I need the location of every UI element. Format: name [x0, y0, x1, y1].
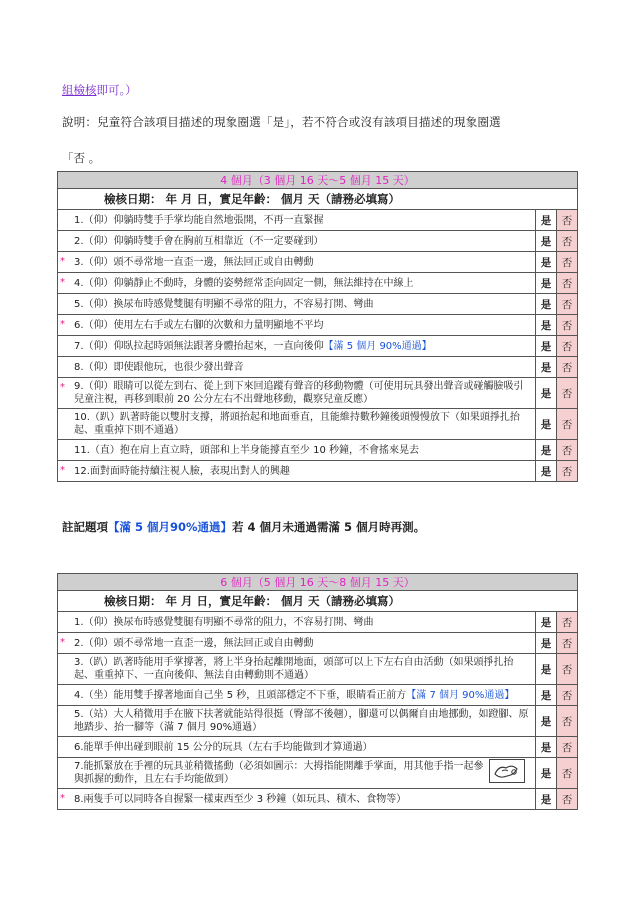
section-header: 4 個月（3 個月 16 天～5 個月 15 天）: [58, 172, 578, 189]
item-text: [58, 440, 536, 461]
checklist-row: [58, 378, 578, 409]
item-description: 7.（仰）仰臥拉起時頭無法跟著身體抬起來，一直向後仰: [74, 340, 324, 352]
item-description: 3.（趴）趴著時能用手掌撐著，將上半身抬起離開地面，頭部可以上下左右自由活動（如果頭掙扎抬起、重重掉下、一直向後仰、無法自由轉動則不通過）: [74, 657, 514, 681]
item-text: [58, 273, 536, 294]
yes-option[interactable]: 是: [536, 633, 557, 654]
no-option[interactable]: 否: [557, 252, 578, 273]
no-option[interactable]: 否: [557, 294, 578, 315]
no-option[interactable]: 否: [557, 440, 578, 461]
star-marker: *: [60, 319, 65, 330]
item-description: 6.（仰）使用左右手或左右腳的次數和力量明顯地不平均: [74, 319, 324, 331]
instructions-cont: 「否 。: [62, 151, 101, 165]
yes-option[interactable]: 是: [536, 758, 557, 789]
star-marker: *: [60, 382, 65, 393]
top-note: [62, 82, 137, 98]
no-option[interactable]: 否: [557, 315, 578, 336]
yes-option[interactable]: 是: [536, 685, 557, 706]
checklist-row: [58, 440, 578, 461]
checklist-row: [58, 252, 578, 273]
yes-option[interactable]: 是: [536, 378, 557, 409]
item-description: 1.（仰）換尿布時感覺雙腿有明顯不尋常的阻力，不容易打開、彎曲: [74, 616, 374, 628]
section-header: 6 個月（5 個月 16 天～8 個月 15 天）: [58, 574, 578, 591]
yes-option[interactable]: 是: [536, 654, 557, 685]
yes-option[interactable]: 是: [536, 789, 557, 810]
item-description: 8.（仰）即使跟他玩，也很少發出聲音: [74, 361, 244, 373]
no-option[interactable]: 否: [557, 357, 578, 378]
checklist-row: [58, 612, 578, 633]
item-description: 3.（仰）頭不尋常地一直歪一邊，無法回正或自由轉動: [74, 256, 314, 268]
checklist-row: [58, 737, 578, 758]
no-option[interactable]: 否: [557, 633, 578, 654]
yes-option[interactable]: 是: [536, 336, 557, 357]
yes-option[interactable]: 是: [536, 294, 557, 315]
footnote-suffix: 若 4 個月未通過需滿 5 個月時再測。: [232, 520, 426, 534]
item-description: 12.面對面時能持續注視人臉，表現出對人的興趣: [74, 465, 290, 477]
pass-rate-note: 【滿 7 個月 90%通過】: [406, 689, 515, 701]
item-text: [58, 633, 536, 654]
no-option[interactable]: 否: [557, 654, 578, 685]
star-marker: *: [60, 277, 65, 288]
star-marker: *: [60, 637, 65, 648]
pass-rate-note: 【滿 5 個月 90%通過】: [323, 340, 432, 352]
item-description: 2.（仰）仰躺時雙手會在胸前互相靠近（不一定要碰到）: [74, 235, 324, 247]
footnote: [62, 519, 425, 535]
yes-option[interactable]: 是: [536, 461, 557, 482]
instructions: 說明：兒童符合該項目描述的現象圈選「是」，若不符合或沒有該項目描述的現象圈選: [62, 115, 501, 129]
yes-option[interactable]: 是: [536, 357, 557, 378]
checklist-row: [58, 758, 578, 789]
item-description: 8.兩隻手可以同時各自握緊一樣東西至少 3 秒鐘（如玩具、積木、食物等）: [74, 793, 407, 805]
item-text: [58, 706, 536, 737]
item-text: [58, 612, 536, 633]
no-option[interactable]: 否: [557, 336, 578, 357]
checklist-row: [58, 654, 578, 685]
checklist-row: [58, 409, 578, 440]
date-line: 檢核日期： 年 月 日，實足年齡： 個月 天（請務必填寫）: [58, 189, 578, 210]
item-description: 9.（仰）眼睛可以從左到右、從上到下來回追蹤有聲音的移動物體（可使用玩具發出聲音或碰觸臉吸引兒童注視，再移到眼前 20 公分左右不出聲地移動，觀察兒童反應）: [74, 381, 524, 405]
checklist-row: [58, 633, 578, 654]
item-text: [58, 210, 536, 231]
item-description: 4.（坐）能用雙手撐著地面自己坐 5 秒，且頭部穩定不下垂，眼睛看正前方: [74, 689, 407, 701]
footnote-prefix: 註記題項: [62, 520, 108, 534]
checklist-row: [58, 315, 578, 336]
item-text: [58, 758, 536, 789]
no-option[interactable]: 否: [557, 273, 578, 294]
item-description: 1.（仰）仰躺時雙手手掌均能自然地張開，不再一直緊握: [74, 214, 324, 226]
no-option[interactable]: 否: [557, 758, 578, 789]
yes-option[interactable]: 是: [536, 273, 557, 294]
yes-option[interactable]: 是: [536, 612, 557, 633]
item-text: [58, 409, 536, 440]
item-text: [58, 315, 536, 336]
item-description: 5.（站）大人稍微用手在腋下扶著就能站得很挺（臀部不後翹），腳還可以偶爾自由地挪動，如蹬腳、原地踏步、抬一腳等（滿 7 個月 90%通過）: [74, 709, 529, 733]
item-description: 11.（直）抱在肩上直立時，頭部和上半身能撐直至少 10 秒鐘，不會搖來晃去: [74, 444, 419, 456]
item-text: [58, 252, 536, 273]
top-note-link: 組檢核: [62, 83, 97, 97]
item-text: [58, 378, 536, 409]
yes-option[interactable]: 是: [536, 315, 557, 336]
no-option[interactable]: 否: [557, 612, 578, 633]
checklist-row: [58, 706, 578, 737]
no-option[interactable]: 否: [557, 409, 578, 440]
checklist-4-months: [57, 171, 578, 482]
no-option[interactable]: 否: [557, 210, 578, 231]
date-line: 檢核日期： 年 月 日，實足年齡： 個月 天（請務必填寫）: [58, 591, 578, 612]
item-text: [58, 461, 536, 482]
star-marker: *: [60, 793, 65, 804]
checklist-row: [58, 210, 578, 231]
yes-option[interactable]: 是: [536, 210, 557, 231]
checklist-6-months: [57, 573, 578, 810]
checklist-row: [58, 685, 578, 706]
checklist-row: [58, 461, 578, 482]
checklist-row: [58, 294, 578, 315]
item-description: 2.（仰）頭不尋常地一直歪一邊，無法回正或自由轉動: [74, 637, 314, 649]
item-description: 10.（趴）趴著時能以雙肘支撐，將頭抬起和地面垂直，且能維持數秒鐘後頭慢慢放下（如果頭掙扎抬起、重重掉下則不通過）: [74, 412, 520, 436]
no-option[interactable]: 否: [557, 685, 578, 706]
yes-option[interactable]: 是: [536, 440, 557, 461]
item-text: [58, 294, 536, 315]
checklist-row: [58, 789, 578, 810]
item-text: [58, 336, 536, 357]
no-option[interactable]: 否: [557, 231, 578, 252]
top-note-rest: 即可。）: [96, 83, 137, 97]
no-option[interactable]: 否: [557, 706, 578, 737]
star-marker: *: [60, 465, 65, 476]
yes-option[interactable]: 是: [536, 252, 557, 273]
checklist-row: [58, 273, 578, 294]
yes-option[interactable]: 是: [536, 737, 557, 758]
no-option[interactable]: 否: [557, 378, 578, 409]
checklist-row: [58, 231, 578, 252]
no-option[interactable]: 否: [557, 461, 578, 482]
checklist-row: [58, 357, 578, 378]
item-description: 4.（仰）仰躺靜止不動時，身體的姿勢經常歪向固定一側，無法維持在中線上: [74, 277, 414, 289]
star-marker: *: [60, 256, 65, 267]
footnote-highlight: 【滿 5 個月90%通過】: [108, 520, 233, 534]
no-option[interactable]: 否: [557, 737, 578, 758]
item-text: [58, 737, 536, 758]
yes-option[interactable]: 是: [536, 409, 557, 440]
grasp-illustration-icon: [489, 759, 525, 783]
checklist-row: [58, 336, 578, 357]
item-description: 6.能單手伸出碰到眼前 15 公分的玩具（左右手均能做到才算通過）: [74, 741, 373, 753]
item-text: [58, 654, 536, 685]
item-text: [58, 231, 536, 252]
item-text: [58, 789, 536, 810]
item-text: [58, 357, 536, 378]
item-description: 7.能抓緊放在手裡的玩具並稍微搖動（必須如圖示：大拇指能開離手掌面，用其他手指一起參與抓握的動作，且左右手均能做到）: [74, 761, 484, 785]
item-text: [58, 685, 536, 706]
yes-option[interactable]: 是: [536, 706, 557, 737]
item-description: 5.（仰）換尿布時感覺雙腿有明顯不尋常的阻力，不容易打開、彎曲: [74, 298, 374, 310]
yes-option[interactable]: 是: [536, 231, 557, 252]
no-option[interactable]: 否: [557, 789, 578, 810]
